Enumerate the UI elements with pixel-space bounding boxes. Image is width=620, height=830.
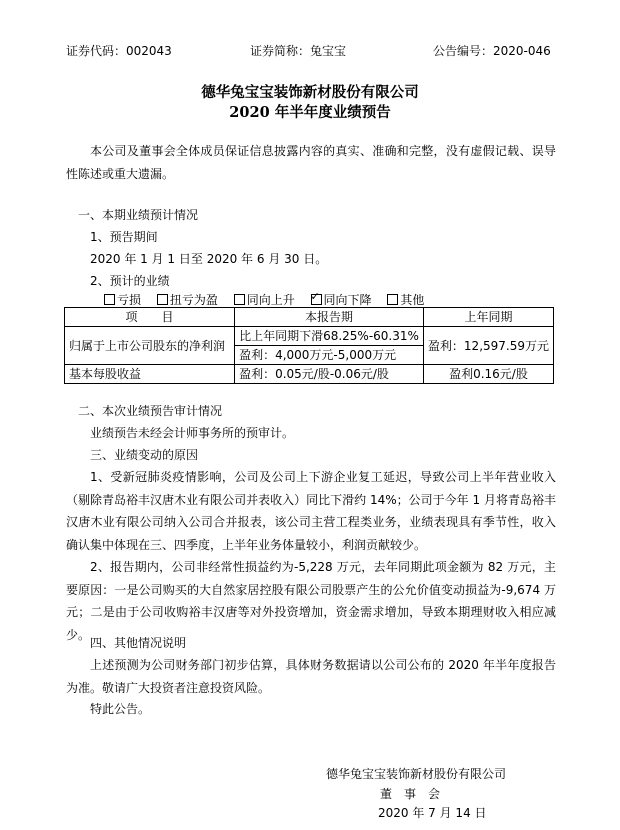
- checked-checkbox-icon: [311, 294, 322, 305]
- section1-heading: 一、本期业绩预计情况: [78, 208, 199, 222]
- signature-company: 德华兔宝宝装饰新材股份有限公司: [326, 767, 507, 781]
- section2-heading: 二、本次业绩预告审计情况: [78, 404, 223, 418]
- table-header-item: 项 目: [65, 308, 235, 327]
- forecast-period: 2020 年 1 月 1 日至 2020 年 6 月 30 日。: [90, 252, 328, 266]
- checkbox-icon: [157, 294, 168, 305]
- section1-sub2: 2、预计的业绩: [90, 274, 170, 288]
- option-turnaround: 扭亏为盈: [157, 293, 218, 307]
- checkbox-icon: [234, 294, 245, 305]
- audit-statement: 业绩预告未经会计师事务所的预审计。: [90, 426, 295, 440]
- eps-current: 盈利：0.05元/股-0.06元/股: [235, 365, 424, 384]
- table-header-prior: 上年同期: [423, 308, 553, 327]
- section1-sub1: 1、预告期间: [90, 230, 158, 244]
- table-header-current: 本报告期: [235, 308, 424, 327]
- net-profit-prior: 盈利：12,597.59万元: [423, 327, 553, 365]
- net-profit-change: 比上年同期下滑68.25%-60.31%: [235, 327, 424, 346]
- closing-text: 特此公告。: [90, 702, 151, 716]
- section4-heading: 四、其他情况说明: [90, 636, 187, 650]
- option-decrease: ✓ 同向下降: [311, 293, 372, 307]
- checkbox-icon: [387, 294, 398, 305]
- intro-statement: 本公司及董事会全体成员保证信息披露内容的真实、准确和完整，没有虚假记载、误导性陈述或重大遗漏。: [66, 144, 556, 181]
- table-row: [65, 365, 554, 384]
- notice-number: 公告编号：2020-046: [433, 44, 551, 58]
- reason-paragraph-2: 2、报告期内，公司非经常性损益约为-5,228 万元，去年同期此项金额为 82 万元，主要原因：一是公司购买的大自然家居控股有限公司股票产生的公允价值变动损益为-9,674 万元；二是由于公司收购裕丰汉唐等对外投资增加，资金需求增加，导致本期理财收入相应减少。: [66, 560, 556, 642]
- option-increase: 同向上升: [234, 293, 295, 307]
- stock-short-name: 证券简称：兔宝宝: [250, 44, 347, 58]
- eps-prior: 盈利0.16元/股: [423, 365, 553, 384]
- table-row: [65, 327, 554, 346]
- company-title: 德华兔宝宝装饰新材股份有限公司: [201, 84, 419, 101]
- signature-board: 董 事 会: [380, 787, 441, 801]
- forecast-table: [64, 307, 554, 384]
- other-notes: 上述预测为公司财务部门初步估算，具体财务数据请以公司公布的 2020 年半年度报告为准。敬请广大投资者注意投资风险。: [66, 658, 556, 695]
- stock-code: 证券代码：002043: [66, 44, 172, 58]
- net-profit-current: 盈利：4,000万元-5,000万元: [235, 346, 424, 365]
- net-profit-label: 归属于上市公司股东的净利润: [65, 327, 235, 365]
- signature-date: 2020 年 7 月 14 日: [378, 806, 487, 820]
- reason-paragraph-1: 1、受新冠肺炎疫情影响，公司及公司上下游企业复工延迟，导致公司上半年营业收入（剔除青岛裕丰汉唐木业有限公司并表收入）同比下滑约 14%；公司于今年 1 月将青岛裕丰汉唐木业有限公司纳入公司合并报表，该公司主营工程类业务，业绩表现具有季节性，收入确认集中体现在三、四季度，上半年业务体量较小，利润贡献较少。: [66, 470, 556, 552]
- performance-type-options: [104, 291, 436, 308]
- checkbox-icon: [104, 294, 115, 305]
- eps-label: 基本每股收益: [65, 365, 235, 384]
- table-header-row: [65, 308, 554, 327]
- option-other: 其他: [387, 293, 424, 307]
- document-title: 2020 年半年度业绩预告: [229, 104, 391, 121]
- section3-heading: 三、业绩变动的原因: [90, 448, 199, 462]
- option-loss: 亏损: [104, 293, 141, 307]
